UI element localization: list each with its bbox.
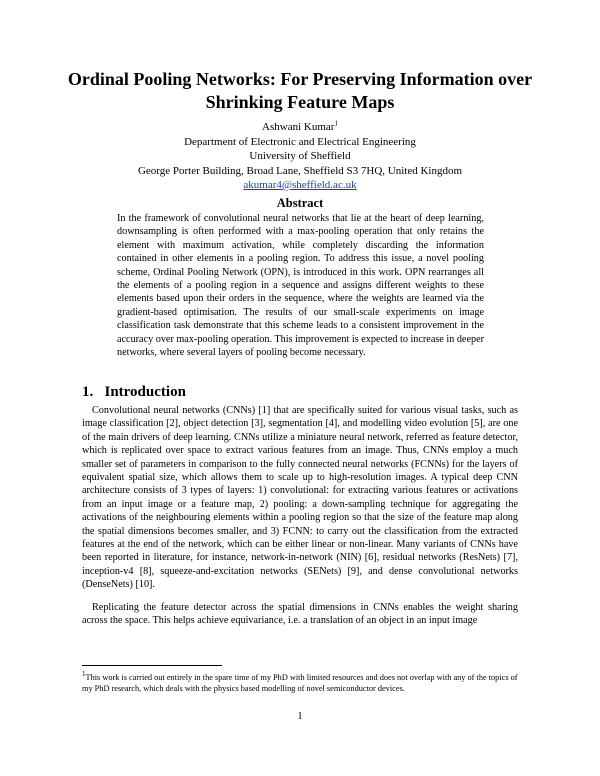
- introduction-body: [82, 404, 518, 628]
- footnote-divider: [82, 665, 222, 666]
- footnote: [82, 672, 518, 694]
- affiliation-address: George Porter Building, Broad Lane, Sheffield S3 7HQ, United Kingdom: [137, 164, 463, 177]
- intro-paragraph: Convolutional neural networks (CNNs) [1] that are specifically suited for various visual tasks, such as image classification [2], object detection [3], segmentation [4], and modelling video evolution [5], are one of the main drivers of deep learning. CNNs utilize a miniature neural network, referred as feature detector, which is replicated over space to extract various features from an image. Thus, CNNs employ a much smaller set of parameters in comparison to the fully connected neural networks (FCNNs) for the layers of equivalent spatial size, which allows them to scale up to high-resolution images. A typical deep CNN architecture consists of 3 types of layers: 1) convolutional: for extracting various features or activations from an input image or a feature map, 2) pooling: a down-sampling technique for aggregating the activations of the neighbouring elements within a pooling region so that the size of the feature map along the spatial dimensions becomes smaller, and 3) FCNN: to carry out the classification from the extracted features at the end of the network, which can be either linear or non-linear. Many variants of CNNs have been reported in literature, for instance, network-in-network (NIN) [6], residual networks (ResNets) [7], inception-v4 [8], squeeze-and-excitation networks (SENets) [9], and dense convolutional networks (DenseNets) [10].: [82, 405, 518, 591]
- abstract-text: In the framework of convolutional neural networks that lie at the heart of deep learning, downsampling is often performed with a max-pooling operation that only retains the element with maximum activation, while completely discarding the information contained in other elements in a pooling region. To address this issue, a novel pooling scheme, Ordinal Pooling Network (OPN), is introduced in this work. OPN rearranges all the elements of a pooling region in a sequence and assigns different weights to these elements based upon their orders in the sequence, where the weights are learned via the gradient-based optimisation. The results of our small-scale experiments on image classification task demonstrate that this scheme leads to a consistent improvement in the accuracy over max-pooling operation. This improvement is expected to increase in deeper networks, where several layers of pooling become necessary.: [117, 213, 484, 359]
- author-block: [80, 120, 520, 193]
- footnote-text: This work is carried out entirely in the spare time of my PhD with limited resources and does not overlap with any of the topics of my PhD research, which deals with the physics based modelling of novel semiconductor devices.: [82, 673, 518, 693]
- intro-paragraph: Replicating the feature detector across the spatial dimensions in CNNs enables the weight sharing across the space. This helps achieve equivariance, i.e. a translation of an object in an input image: [82, 601, 518, 627]
- affiliation-university: University of Sheffield: [249, 150, 351, 162]
- section-heading-introduction: 1. Introduction: [82, 384, 186, 400]
- footnote-mark: 1: [82, 670, 86, 679]
- author-line: [80, 120, 520, 135]
- paper-title: Ordinal Pooling Networks: For Preserving Information over Shrinking Feature Maps: [67, 69, 533, 112]
- author-email-link[interactable]: akumar4@sheffield.ac.uk: [243, 179, 357, 191]
- affiliation-department: Department of Electronic and Electrical Engineering: [184, 135, 416, 148]
- author-name: Ashwani Kumar: [262, 121, 335, 133]
- author-footnote-mark: 1: [334, 119, 338, 128]
- page-number: 1: [297, 711, 303, 722]
- abstract-heading: Abstract: [276, 196, 324, 210]
